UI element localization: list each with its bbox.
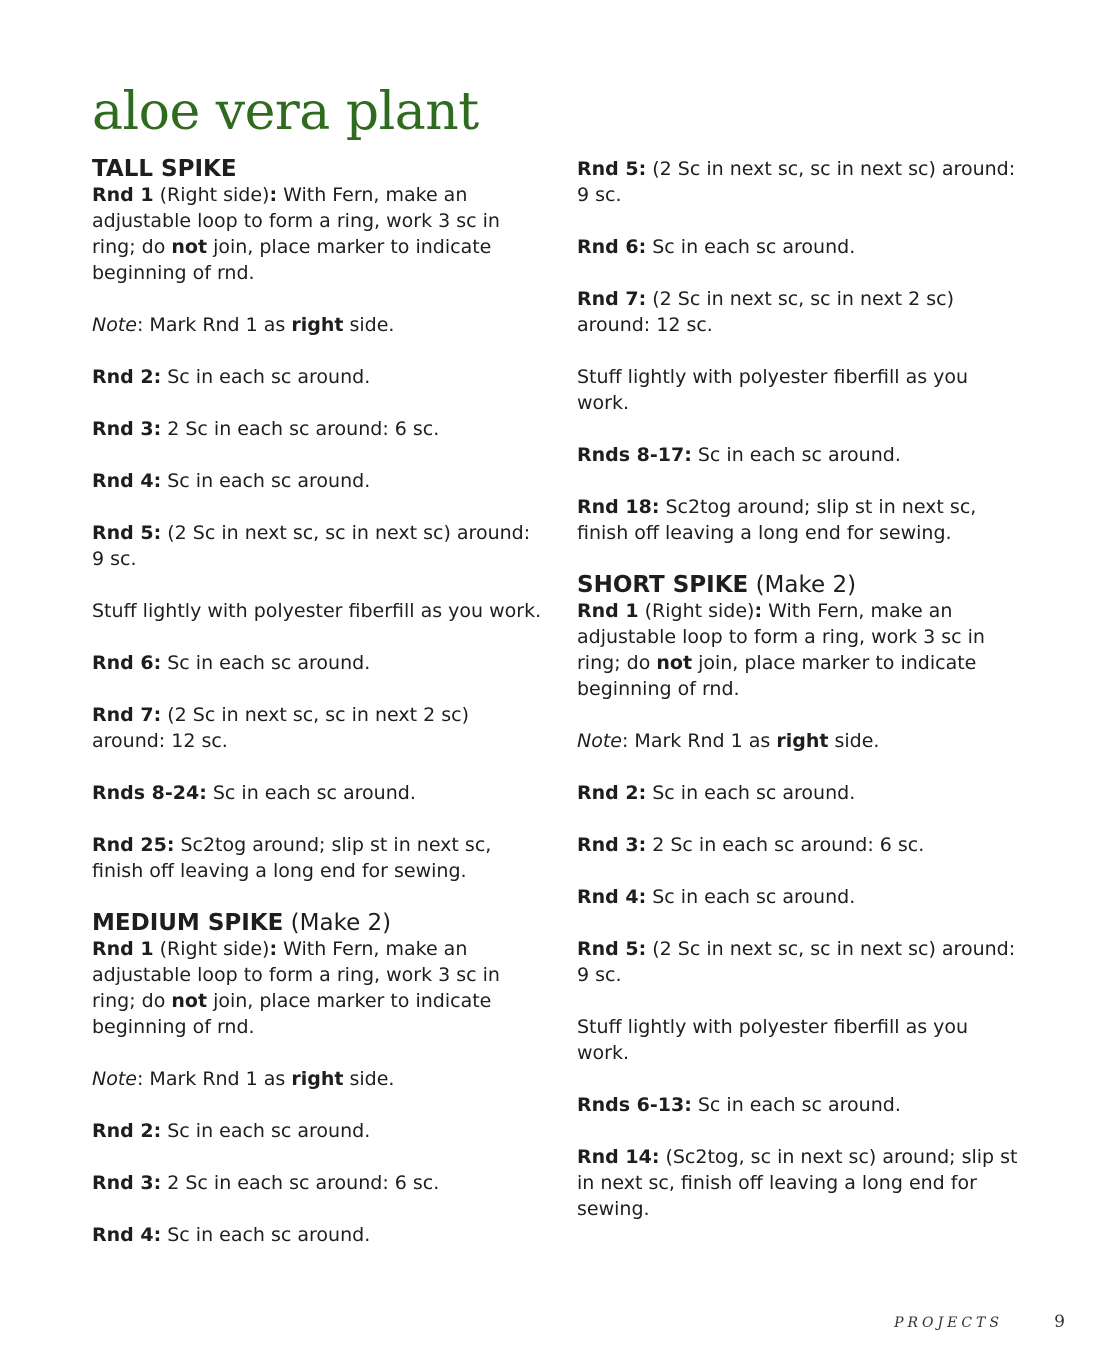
rnd-text: 2 Sc in each sc around: 6 sc.	[161, 418, 440, 440]
rnd-emphasis: not	[171, 236, 208, 258]
short-rnds-6-13	[577, 1092, 1025, 1118]
rnd-label: Rnd 3:	[92, 1172, 162, 1194]
footer-section-label: PROJECTS	[894, 1315, 1003, 1331]
medium-rnd-4	[92, 1222, 544, 1248]
tall-spike-heading-text: TALL SPIKE	[92, 156, 237, 182]
rnd-text: join, place marker to indicate beginning of rnd.	[92, 236, 492, 284]
tall-rnd-4	[92, 468, 544, 494]
note-label: Note	[577, 730, 622, 752]
rnd-text: Sc in each sc around.	[646, 782, 856, 804]
tall-rnd-1	[92, 182, 544, 286]
rnd-label: Rnd 3:	[92, 418, 162, 440]
medium-rnd-18	[577, 494, 1025, 546]
short-rnd-14	[577, 1144, 1025, 1222]
rnd-label: Rnd 2:	[92, 1120, 162, 1142]
page-number: 9	[1054, 1312, 1065, 1332]
rnd-text: 2 Sc in each sc around: 6 sc.	[646, 834, 925, 856]
short-rnd-3	[577, 832, 1025, 858]
medium-stuff-note: Stuff lightly with polyester fiberfill as you work.	[577, 366, 969, 414]
rnd-label: Rnd 1	[577, 600, 639, 622]
tall-rnd-25	[92, 832, 544, 884]
rnd-label: Rnd 14:	[577, 1146, 660, 1168]
rnd-text: Sc in each sc around.	[161, 470, 371, 492]
rnd-text: Sc in each sc around.	[206, 782, 416, 804]
medium-spike-heading-text: MEDIUM SPIKE	[92, 910, 284, 936]
rnd-label: Rnd 7:	[92, 704, 162, 726]
page-footer	[860, 1312, 1065, 1336]
rnd-label: Rnd 2:	[577, 782, 647, 804]
rnd-label: Rnd 1	[92, 184, 154, 206]
medium-rnds-8-17	[577, 442, 1025, 468]
note-text: side.	[343, 314, 395, 336]
note-text: : Mark Rnd 1 as	[136, 1068, 292, 1090]
rnd-label: Rnd 2:	[92, 366, 162, 388]
medium-rnd-5	[577, 156, 1025, 208]
rnd-label: Rnds 8-17:	[577, 444, 692, 466]
rnd-emphasis: not	[656, 652, 693, 674]
rnd-label: Rnd 5:	[577, 158, 647, 180]
rnd-text: Sc in each sc around.	[161, 1120, 371, 1142]
rnd-text: Sc2tog around; slip st in next sc, finish off leaving a long end for sewing.	[92, 834, 492, 882]
note-emphasis: right	[291, 314, 344, 336]
tall-note	[92, 312, 544, 338]
medium-rnd-7	[577, 286, 1025, 338]
note-emphasis: right	[776, 730, 829, 752]
rnd-label: Rnd 6:	[577, 236, 647, 258]
rnd-text: Sc in each sc around.	[161, 366, 371, 388]
rnd-text: (2 Sc in next sc, sc in next sc) around: 9 sc.	[92, 522, 531, 570]
rnd-text: Sc in each sc around.	[646, 886, 856, 908]
note-text: side.	[828, 730, 880, 752]
medium-spike-suffix: (Make 2)	[283, 910, 392, 936]
rnd-text: join, place marker to indicate beginning of rnd.	[92, 990, 492, 1038]
short-rnd-2	[577, 780, 1025, 806]
medium-note	[92, 1066, 544, 1092]
rnd-label: Rnds 8-24:	[92, 782, 207, 804]
tall-rnd-3	[92, 416, 544, 442]
rnd-label: Rnd 18:	[577, 496, 660, 518]
rnd-text: (2 Sc in next sc, sc in next sc) around: 9 sc.	[577, 938, 1016, 986]
rnd-text: Sc2tog around; slip st in next sc, finish off leaving a long end for sewing.	[577, 496, 977, 544]
rnd-colon: :	[269, 938, 278, 960]
short-spike-heading	[577, 572, 1025, 598]
rnd-label: Rnd 5:	[577, 938, 647, 960]
note-text: : Mark Rnd 1 as	[621, 730, 777, 752]
medium-rnd-3	[92, 1170, 544, 1196]
rnd-text: (2 Sc in next sc, sc in next 2 sc) around: 12 sc.	[92, 704, 470, 752]
rnd-text: Sc in each sc around.	[691, 444, 901, 466]
right-column	[577, 156, 1025, 1222]
rnd-text: Sc in each sc around.	[646, 236, 856, 258]
rnd-side: (Right side)	[638, 600, 755, 622]
rnd-label: Rnd 7:	[577, 288, 647, 310]
rnd-side: (Right side)	[153, 184, 270, 206]
medium-rnd-2	[92, 1118, 544, 1144]
short-stuff-note: Stuff lightly with polyester fiberfill as you work.	[577, 1016, 969, 1064]
tall-stuff-note: Stuff lightly with polyester fiberfill as you work.	[92, 600, 542, 622]
rnd-text: Sc in each sc around.	[691, 1094, 901, 1116]
rnd-text: With Fern, make an adjustable loop to form a ring, work 3 sc in ring; do	[92, 184, 500, 258]
rnd-text: join, place marker to indicate beginning of rnd.	[577, 652, 977, 700]
rnd-label: Rnd 25:	[92, 834, 175, 856]
left-column	[92, 156, 544, 1248]
rnd-label: Rnd 4:	[92, 470, 162, 492]
rnd-text: (2 Sc in next sc, sc in next 2 sc) around: 12 sc.	[577, 288, 955, 336]
rnd-text: With Fern, make an adjustable loop to form a ring, work 3 sc in ring; do	[92, 938, 500, 1012]
short-rnd-1	[577, 598, 1025, 702]
rnd-text: Sc in each sc around.	[161, 652, 371, 674]
short-spike-suffix: (Make 2)	[748, 572, 857, 598]
tall-rnd-2	[92, 364, 544, 390]
medium-rnd-6	[577, 234, 1025, 260]
rnd-label: Rnd 5:	[92, 522, 162, 544]
medium-rnd-1	[92, 936, 544, 1040]
short-rnd-5	[577, 936, 1025, 988]
rnd-label: Rnd 4:	[577, 886, 647, 908]
rnd-side: (Right side)	[153, 938, 270, 960]
rnd-label: Rnds 6-13:	[577, 1094, 692, 1116]
rnd-text: 2 Sc in each sc around: 6 sc.	[161, 1172, 440, 1194]
medium-spike-heading	[92, 910, 544, 936]
tall-spike-heading	[92, 156, 544, 182]
short-rnd-4	[577, 884, 1025, 910]
rnd-text: (2 Sc in next sc, sc in next sc) around: 9 sc.	[577, 158, 1016, 206]
tall-rnds-8-24	[92, 780, 544, 806]
rnd-label: Rnd 6:	[92, 652, 162, 674]
note-emphasis: right	[291, 1068, 344, 1090]
rnd-text: With Fern, make an adjustable loop to form a ring, work 3 sc in ring; do	[577, 600, 985, 674]
rnd-label: Rnd 3:	[577, 834, 647, 856]
page-title: aloe vera plant	[92, 82, 479, 142]
tall-rnd-6	[92, 650, 544, 676]
rnd-colon: :	[269, 184, 278, 206]
rnd-text: Sc in each sc around.	[161, 1224, 371, 1246]
rnd-label: Rnd 4:	[92, 1224, 162, 1246]
tall-rnd-5	[92, 520, 544, 572]
short-spike-heading-text: SHORT SPIKE	[577, 572, 749, 598]
rnd-colon: :	[754, 600, 763, 622]
note-text: side.	[343, 1068, 395, 1090]
rnd-emphasis: not	[171, 990, 208, 1012]
tall-rnd-7	[92, 702, 544, 754]
rnd-text: (Sc2tog, sc in next sc) around; slip st in next sc, finish off leaving a long end for sewing.	[577, 1146, 1018, 1220]
note-label: Note	[92, 314, 137, 336]
note-label: Note	[92, 1068, 137, 1090]
note-text: : Mark Rnd 1 as	[136, 314, 292, 336]
rnd-label: Rnd 1	[92, 938, 154, 960]
short-note	[577, 728, 1025, 754]
